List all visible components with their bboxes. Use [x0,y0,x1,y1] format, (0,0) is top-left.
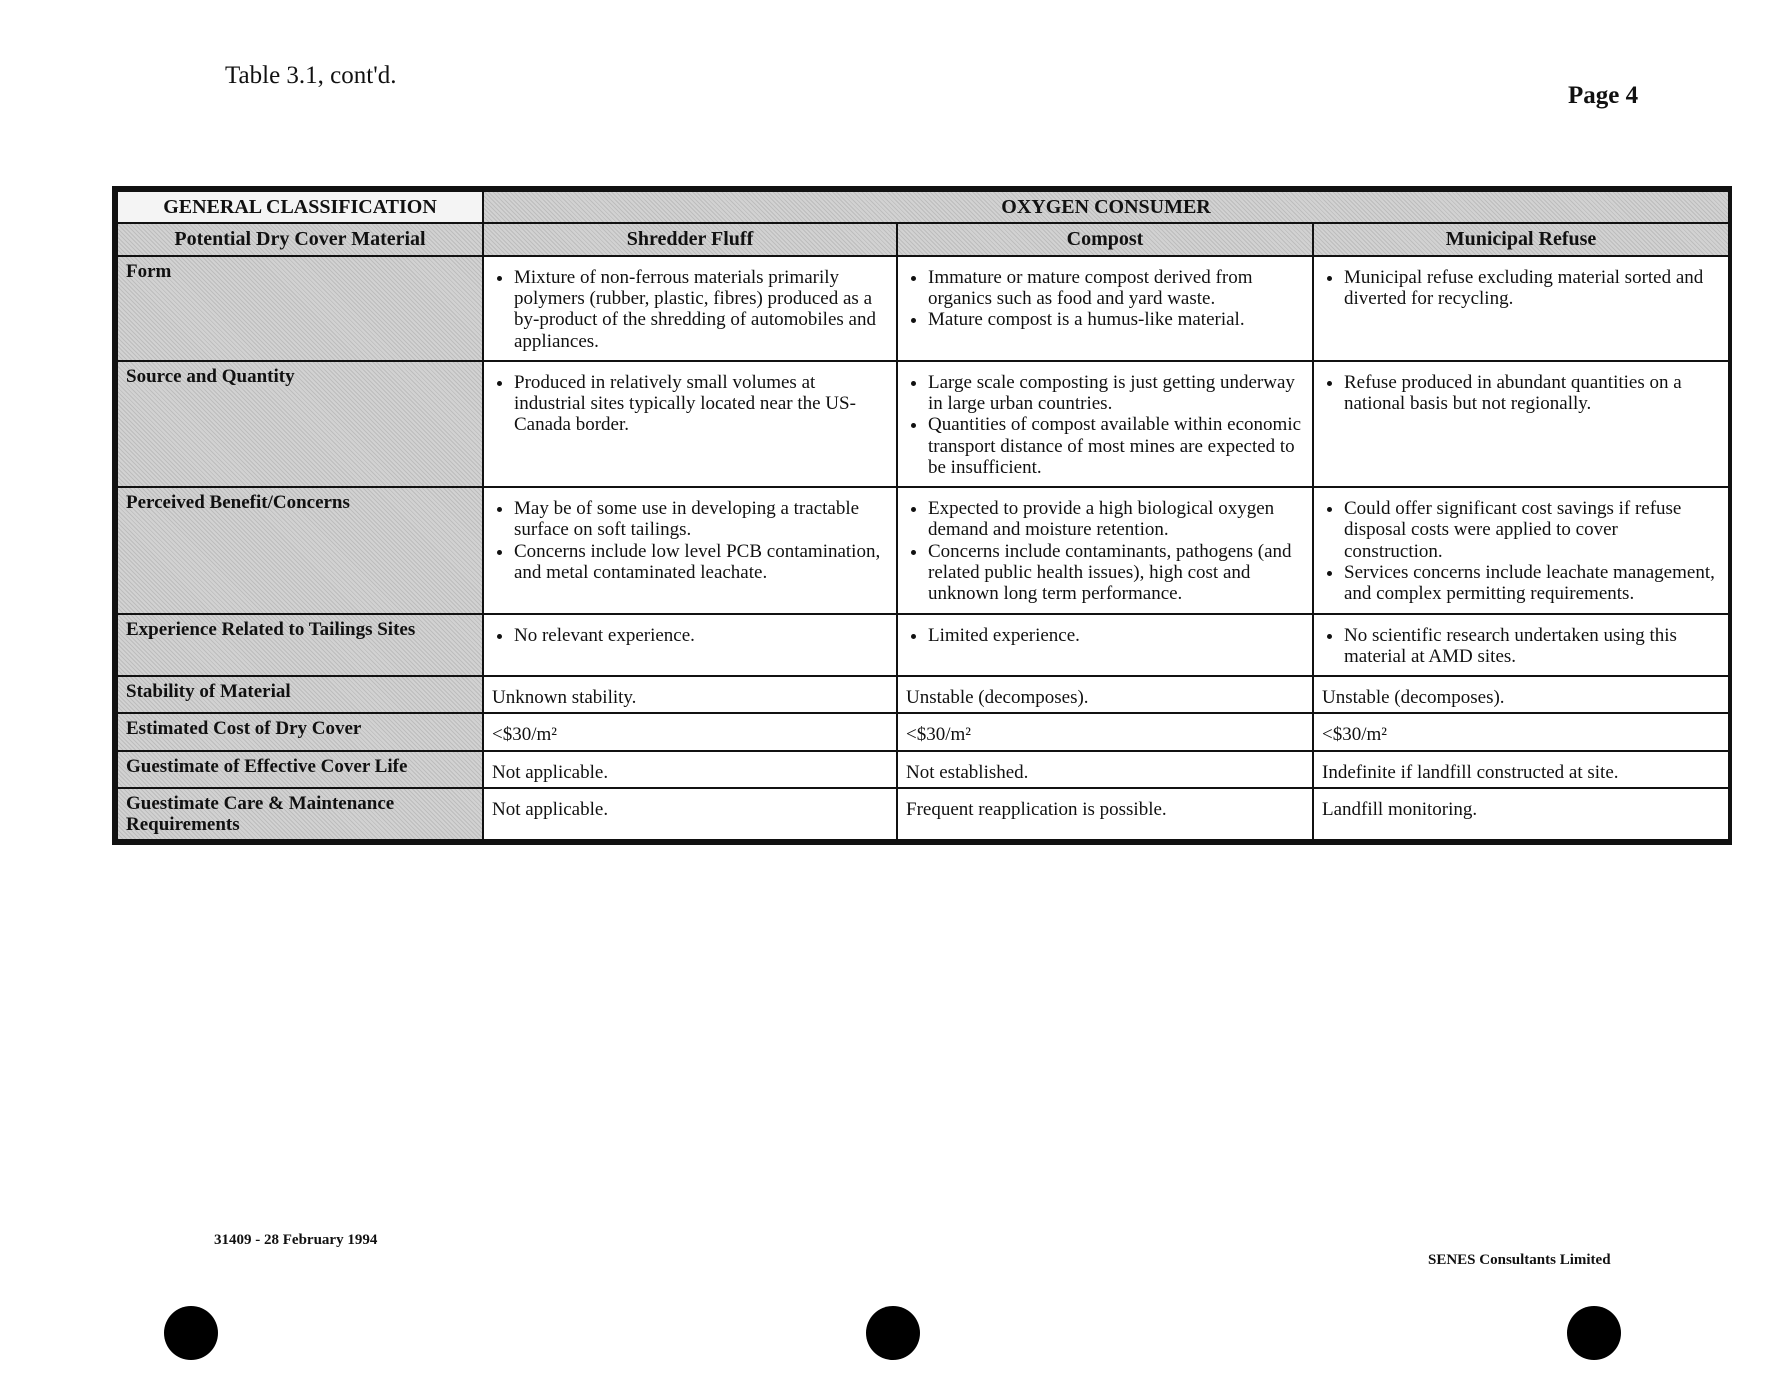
table-row [117,676,1729,713]
bullet-item: • Immature or mature compost derived from organics such as food and yard waste. [928,267,1304,310]
company-name: SENES Consultants Limited [1428,1252,1611,1268]
cell-municipal-refuse: <$30/m² [1313,713,1729,750]
bullet-item: • Large scale composting is just getting underway in large urban countries. [928,372,1304,415]
bullet-item: • Services concerns include leachate management, and complex permitting requirements. [1344,562,1720,605]
bullet-item: • No scientific research undertaken using this material at AMD sites. [1344,625,1720,668]
bullet-item: • Produced in relatively small volumes at industrial sites typically located near the US-Canada border. [514,372,888,436]
bullet-item: • Limited experience. [928,625,1304,646]
table-row [117,713,1729,750]
bullet-list [906,372,1304,478]
bullet-item: • Mature compost is a humus-like material. [928,309,1304,330]
page-number: Page 4 [1568,82,1639,109]
table-row [117,256,1729,361]
cell-municipal-refuse [1313,256,1729,361]
material-label-header: Potential Dry Cover Material [117,223,483,255]
cell-shredder-fluff: Not applicable. [483,751,897,788]
cell-compost: Unstable (decomposes). [897,676,1313,713]
cell-compost: Not established. [897,751,1313,788]
cell-shredder-fluff [483,487,897,613]
bullet-item: • May be of some use in developing a tractable surface on soft tailings. [514,498,888,541]
table-row [117,614,1729,677]
column-header-municipal-refuse: Municipal Refuse [1313,223,1729,255]
bullet-item: • Expected to provide a high biological oxygen demand and moisture retention. [928,498,1304,541]
oxygen-consumer-header: OXYGEN CONSUMER [483,191,1729,223]
bullet-item: • Municipal refuse excluding material sorted and diverted for recycling. [1344,267,1720,310]
bullet-item: • No relevant experience. [514,625,888,646]
bullet-list [492,267,888,352]
table-row [117,788,1729,841]
bullet-list [492,498,888,583]
bullet-item: • Concerns include contaminants, pathogens (and related public health issues), high cost and unknown long term performance. [928,541,1304,605]
cell-shredder-fluff [483,614,897,677]
row-label: Form [117,256,483,361]
row-label: Guestimate Care & Maintenance Requirements [117,788,483,841]
cell-municipal-refuse [1313,361,1729,487]
cell-compost: <$30/m² [897,713,1313,750]
bullet-list [906,267,1304,331]
cell-shredder-fluff [483,256,897,361]
table-row [117,487,1729,613]
cell-shredder-fluff [483,361,897,487]
row-label: Perceived Benefit/Concerns [117,487,483,613]
bullet-item: • Refuse produced in abundant quantities on a national basis but not regionally. [1344,372,1720,415]
cell-compost [897,487,1313,613]
cell-compost [897,614,1313,677]
binder-hole [866,1306,920,1360]
bullet-list [906,498,1304,604]
cell-municipal-refuse: Unstable (decomposes). [1313,676,1729,713]
cell-compost [897,361,1313,487]
bullet-list [492,625,888,646]
row-label: Guestimate of Effective Cover Life [117,751,483,788]
bullet-item: • Concerns include low level PCB contamination, and metal contaminated leachate. [514,541,888,584]
table-row [117,751,1729,788]
row-label: Experience Related to Tailings Sites [117,614,483,677]
cell-municipal-refuse [1313,614,1729,677]
row-label: Stability of Material [117,676,483,713]
cell-compost: Frequent reapplication is possible. [897,788,1313,841]
bullet-list [906,625,1304,646]
column-header-compost: Compost [897,223,1313,255]
cell-shredder-fluff: Not applicable. [483,788,897,841]
cell-shredder-fluff: Unknown stability. [483,676,897,713]
bullet-list [1322,498,1720,604]
bullet-item: • Could offer significant cost savings if refuse disposal costs were applied to cover construction. [1344,498,1720,562]
row-label: Estimated Cost of Dry Cover [117,713,483,750]
cell-shredder-fluff: <$30/m² [483,713,897,750]
bullet-item: • Quantities of compost available within economic transport distance of most mines are expected to be insufficient. [928,414,1304,478]
table-row [117,361,1729,487]
page-heading: Table 3.1, cont'd. [225,62,397,89]
cell-compost [897,256,1313,361]
cell-municipal-refuse [1313,487,1729,613]
bullet-list [1322,625,1720,668]
bullet-list [492,372,888,436]
bullet-item: • Mixture of non-ferrous materials primarily polymers (rubber, plastic, fibres) produced as a by-product of the shredding of automobiles and appliances. [514,267,888,352]
cell-municipal-refuse: Landfill monitoring. [1313,788,1729,841]
bullet-list [1322,372,1720,415]
document-date: 31409 - 28 February 1994 [214,1232,378,1248]
cell-municipal-refuse: Indefinite if landfill constructed at site. [1313,751,1729,788]
classification-table [112,186,1732,845]
binder-hole [164,1306,218,1360]
row-label: Source and Quantity [117,361,483,487]
bullet-list [1322,267,1720,310]
binder-hole [1567,1306,1621,1360]
column-header-shredder-fluff: Shredder Fluff [483,223,897,255]
general-classification-header: GENERAL CLASSIFICATION [117,191,483,223]
